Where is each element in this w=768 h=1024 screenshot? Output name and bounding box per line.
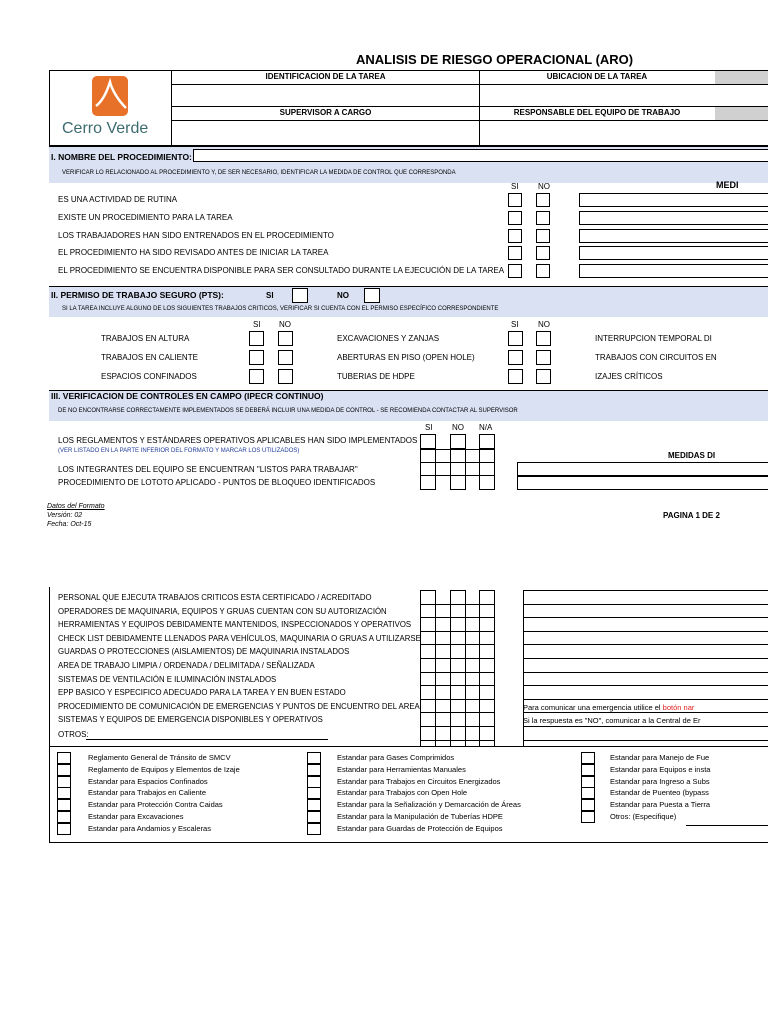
responsible-input[interactable] [480,121,768,145]
p2-item-3: HERRAMIENTAS Y EQUIPOS DEBIDAMENTE MANTENIDOS, INSPECCIONADOS Y OPERATIVOS [58,620,412,630]
s1-item-3: LOS TRABAJADORES HAN SIDO ENTRENADOS EN EL PROCEDIMIENTO [58,231,334,240]
s3-item1-note: (VER LISTADO EN LA PARTE INFERIOR DEL FORMATO Y MARCAR LOS UTILIZADOS) [58,448,300,454]
section3-title: III. VERIFICACION DE CONTROLES EN CAMPO (IPECR CONTINUO) [51,391,324,401]
s2-left-item-2-si[interactable] [249,350,264,365]
s2-left-item-1-no[interactable] [278,331,293,346]
emergency-note [523,703,694,713]
standard-2-4: Estandar para Trabajos con Open Hole [337,788,468,798]
procedure-name-input[interactable] [193,149,768,162]
p2-measure-line[interactable] [523,644,768,645]
s3-col-si: SI [425,423,433,432]
standard-1-7-checkbox[interactable] [57,823,71,835]
s2-left-item-2: TRABAJOS EN CALIENTE [101,353,198,362]
standard-1-4-checkbox[interactable] [57,787,71,799]
section2-subtitle: SI LA TAREA INCLUYE ALGUNO DE LOS SIGUIENTES TRABAJOS CRITICOS, VERIFICAR SI CUENTA CON EL PERMISO ESPECÍFICO CORRESPONDIENTE [62,306,499,312]
s1-col-medidas: MEDI [716,180,739,190]
s1-item-2-si[interactable] [508,211,522,225]
standard-3-5-checkbox[interactable] [581,799,595,811]
p2-grid-line [420,658,495,659]
standard-1-3: Estandar para Espacios Confinados [88,776,208,786]
task-id-header: IDENTIFICACION DE LA TAREA [172,71,479,84]
s2-left-item-3-si[interactable] [249,369,264,384]
standard-1-1-checkbox[interactable] [57,752,71,764]
s3-measure-1[interactable] [517,462,768,476]
s2-left-item-3-no[interactable] [278,369,293,384]
s3-item1: LOS REGLAMENTOS Y ESTÁNDARES OPERATIVOS APLICABLES HAN SIDO IMPLEMENTADOS [58,436,418,445]
standard-3-3: Estandar para Ingreso a Subs [610,776,710,786]
s1-item-3-measure[interactable] [579,229,768,243]
s3-item1-no[interactable] [450,434,466,449]
p2-measure-line[interactable] [523,685,768,686]
section2-title: II. PERMISO DE TRABAJO SEGURO (PTS): [51,290,224,300]
supervisor-header: SUPERVISOR A CARGO [172,107,479,120]
s2-left-item-1-si[interactable] [249,331,264,346]
s1-item-3-si[interactable] [508,229,522,243]
p2-measure-line[interactable] [523,604,768,605]
standard-2-1-checkbox[interactable] [307,752,321,764]
p2-grid-line [420,685,495,686]
p2-grid-line [420,672,495,673]
s2-right-item-1: INTERRUPCION TEMPORAL DI [595,334,712,343]
p2-measure-line[interactable] [523,617,768,618]
otros-specify-line[interactable] [686,825,768,826]
standard-1-5: Estandar para Protección Contra Caidas [88,800,223,810]
s1-item-3-no[interactable] [536,229,550,243]
cerro-verde-logo [60,74,160,142]
standard-2-2-checkbox[interactable] [307,764,321,776]
standard-2-3: Estandar para Trabajos en Circuitos Energizados [337,776,501,786]
section1-subtitle: VERIFICAR LO RELACIONADO AL PROCEDIMIENTO Y, DE SER NECESARIO, IDENTIFICAR LA MEDIDA DE CONTROL QUE CORRESPONDA [62,170,456,176]
s1-item-5-si[interactable] [508,264,522,278]
p2-item-7: SISTEMAS DE VENTILACIÓN E ILUMINACIÓN INSTALADOS [58,674,277,684]
standard-3-1-checkbox[interactable] [581,752,595,764]
standard-2-5: Estandar para la Señalización y Demarcación de Áreas [337,800,521,810]
standard-1-2-checkbox[interactable] [57,764,71,776]
s1-col-no: NO [538,182,550,191]
p2-measure-line[interactable] [523,631,768,632]
standard-3-1: Estandar para Manejo de Fue [610,753,710,762]
s2-left-item-2-no[interactable] [278,350,293,365]
p2-item-6: AREA DE TRABAJO LIMPIA / ORDENADA / DELIMITADA / SEÑALIZADA [58,661,315,670]
standard-1-7: Estandar para Andamios y Escaleras [88,823,211,833]
standard-3-4: Estandar de Puenteo (bypass [610,788,709,798]
p2-item-4: CHECK LIST DEBIDAMENTE LLENADOS PARA VEHÍCULOS, MAQUINARIA O GRUAS A UTILIZARSE [58,633,421,643]
s3-item2: LOS INTEGRANTES DEL EQUIPO SE ENCUENTRAN "LISTOS PARA TRABAJAR" [58,465,358,474]
s2-left-item-1: TRABAJOS EN ALTURA [101,334,190,343]
p2-measure-line[interactable] [523,699,768,700]
s2-middle-item-1: EXCAVACIONES Y ZANJAS [337,334,440,343]
p2-grid-line [420,631,495,632]
standard-2-7-checkbox[interactable] [307,823,321,835]
s2-middle-item-2: ABERTURAS EN PISO (OPEN HOLE) [337,353,475,362]
s1-item-5-no[interactable] [536,264,550,278]
emergency-note-text: Para comunicar una emergencia utilice el [523,703,661,712]
standard-3-6-checkbox[interactable] [581,811,595,823]
standard-2-7: Estandar para Guardas de Protección de Equipos [337,823,503,833]
standard-2-6: Estandar para la Manipulación de Tuberías HDPE [337,812,503,821]
standard-1-3-checkbox[interactable] [57,776,71,788]
logo-text: Cerro Verde [62,120,149,137]
s3-medidas: MEDIDAS DI [668,451,716,460]
s2-middle-item-2-si[interactable] [508,350,523,365]
standard-1-5-checkbox[interactable] [57,799,71,811]
pts-si-label: SI [266,291,274,300]
p2-item-8: EPP BASICO Y ESPECIFICO ADECUADO PARA LA TAREA Y EN BUEN ESTADO [58,688,346,698]
p2-grid-line [420,604,495,605]
s1-item-5: EL PROCEDIMIENTO SE ENCUENTRA DISPONIBLE PARA SER CONSULTADO DURANTE LA EJECUCIÓN DE LA TAREA [58,266,505,275]
task-id-input[interactable] [172,85,479,106]
s2-middle-item-3-si[interactable] [508,369,523,384]
s2-right-item-2: TRABAJOS CON CIRCUITOS EN [595,353,717,362]
s2-middle-item-1-no[interactable] [536,331,551,346]
standard-1-6-checkbox[interactable] [57,811,71,823]
standard-3-2: Estandar para Equipos e insta [610,764,711,774]
p2-measure-line[interactable] [523,658,768,659]
otros-label: OTROS: [58,730,89,739]
page-number: PAGINA 1 DE 2 [663,511,720,520]
standard-2-6-checkbox[interactable] [307,811,321,823]
p2-grid-line [420,726,495,727]
standard-2-1: Estandar para Gases Comprimidos [337,753,455,762]
standard-2-3-checkbox[interactable] [307,776,321,788]
p2-item-9: PROCEDIMIENTO DE COMUNICACIÓN DE EMERGENCIAS Y PUNTOS DE ENCUENTRO DEL AREA [58,701,420,711]
standard-1-2: Reglamento de Equipos y Elementos de Izaje [88,764,240,774]
s1-item-1-no[interactable] [536,193,550,207]
s2-middle-item-3-no[interactable] [536,369,551,384]
p2-grid-line [420,740,495,741]
s1-item-4-si[interactable] [508,246,522,260]
standard-2-5-checkbox[interactable] [307,799,321,811]
s2-right-item-3: IZAJES CRÍTICOS [595,372,663,381]
s2-left-item-3: ESPACIOS CONFINADOS [101,372,197,381]
p2-item-2: OPERADORES DE MAQUINARIA, EQUIPOS Y GRUAS CUENTAN CON SU AUTORIZACIÓN [58,606,387,616]
p2-grid-line [420,617,495,618]
s1-item-2-measure[interactable] [579,211,768,225]
format-version: Versión: 02 [47,512,83,519]
s3-col-no: NO [452,423,464,432]
standard-2-2: Estandar para Herramientas Manuales [337,764,466,774]
p2-measure-line[interactable] [523,726,768,727]
p2-item-1: PERSONAL QUE EJECUTA TRABAJOS CRITICOS ESTA CERTIFICADO / ACREDITADO [58,593,372,602]
pts-si-checkbox[interactable] [292,288,308,303]
s2-left-si: SI [253,320,261,329]
s1-item-1-measure[interactable] [579,193,768,207]
pts-no-label: NO [337,291,349,300]
otros-line[interactable] [86,739,328,740]
standard-3-3-checkbox[interactable] [581,776,595,788]
p2-item-10: SISTEMAS Y EQUIPOS DE EMERGENCIA DISPONIBLES Y OPERATIVOS [58,715,323,725]
s1-item-4-no[interactable] [536,246,550,260]
s1-item-1-si[interactable] [508,193,522,207]
p2-item-5: GUARDAS O PROTECCIONES (AISLAMIENTOS) DE MAQUINARIA INSTALADOS [58,647,350,657]
standard-1-1: Reglamento General de Tránsito de SMCV [88,753,231,762]
s3-item1-si[interactable] [420,434,436,449]
standard-3-6: Otros: (Especifique) [610,812,677,821]
s1-item-2-no[interactable] [536,211,550,225]
s2-middle-item-2-no[interactable] [536,350,551,365]
location-input[interactable] [480,85,768,106]
s2-middle-item-1-si[interactable] [508,331,523,346]
p2-grid-line [420,644,495,645]
s1-col-si: SI [511,182,519,191]
s2-middle-item-3: TUBERIAS DE HDPE [337,372,415,381]
s3-item1-na[interactable] [479,434,495,449]
location-header: UBICACION DE LA TAREA [480,71,714,84]
standard-1-6: Estandar para Excavaciones [88,812,184,821]
format-label: Datos del Formato [47,503,105,510]
p2-grid-line [420,699,495,700]
p2-measure-line[interactable] [523,672,768,673]
standard-3-5: Estandar para Puesta a Tierra [610,800,711,810]
supervisor-input[interactable] [172,121,479,145]
format-date: Fecha: Oct-15 [47,521,92,528]
standard-3-2-checkbox[interactable] [581,764,595,776]
responsible-header: RESPONSABLE DEL EQUIPO DE TRABAJO [480,107,714,120]
standard-2-4-checkbox[interactable] [307,787,321,799]
s1-item-2: EXISTE UN PROCEDIMIENTO PARA LA TAREA [58,213,233,222]
standard-3-4-checkbox[interactable] [581,787,595,799]
s1-item-4-measure[interactable] [579,246,768,260]
s1-item-1: ES UNA ACTIVIDAD DE RUTINA [58,195,178,204]
s1-item-5-measure[interactable] [579,264,768,278]
s3-item3: PROCEDIMIENTO DE LOTOTO APLICADO - PUNTOS DE BLOQUEO IDENTIFICADOS [58,478,376,487]
p2-grid-line [420,712,495,713]
document-title: ANALISIS DE RIESGO OPERACIONAL (ARO) [356,52,634,67]
p2-measure-line[interactable] [523,590,768,591]
s3-measure-2[interactable] [517,476,768,490]
s3-col-na: N/A [479,423,493,432]
s2-right-no: NO [538,320,550,329]
pts-no-checkbox[interactable] [364,288,380,303]
section1-title: I. NOMBRE DEL PROCEDIMIENTO: [51,152,192,162]
standard-1-4: Estandar para Trabajos en Caliente [88,788,206,798]
s2-left-no: NO [279,320,291,329]
answer-note: Si la respuesta es "NO", comunicar a la Central de Er [523,716,701,725]
p2-measure-line[interactable] [523,740,768,741]
s1-item-4: EL PROCEDIMIENTO HA SIDO REVISADO ANTES DE INICIAR LA TAREA [58,248,329,257]
s2-right-si: SI [511,320,519,329]
section3-subtitle: DE NO ENCONTRARSE CORRECTAMENTE IMPLEMENTADOS SE DEBERÁ INCLUIR UNA MEDIDA DE CONTROL - SE RECOMIENDA CONTACTAR AL SUPERVISOR [58,408,518,414]
emergency-button-text: botón nar [662,703,695,712]
